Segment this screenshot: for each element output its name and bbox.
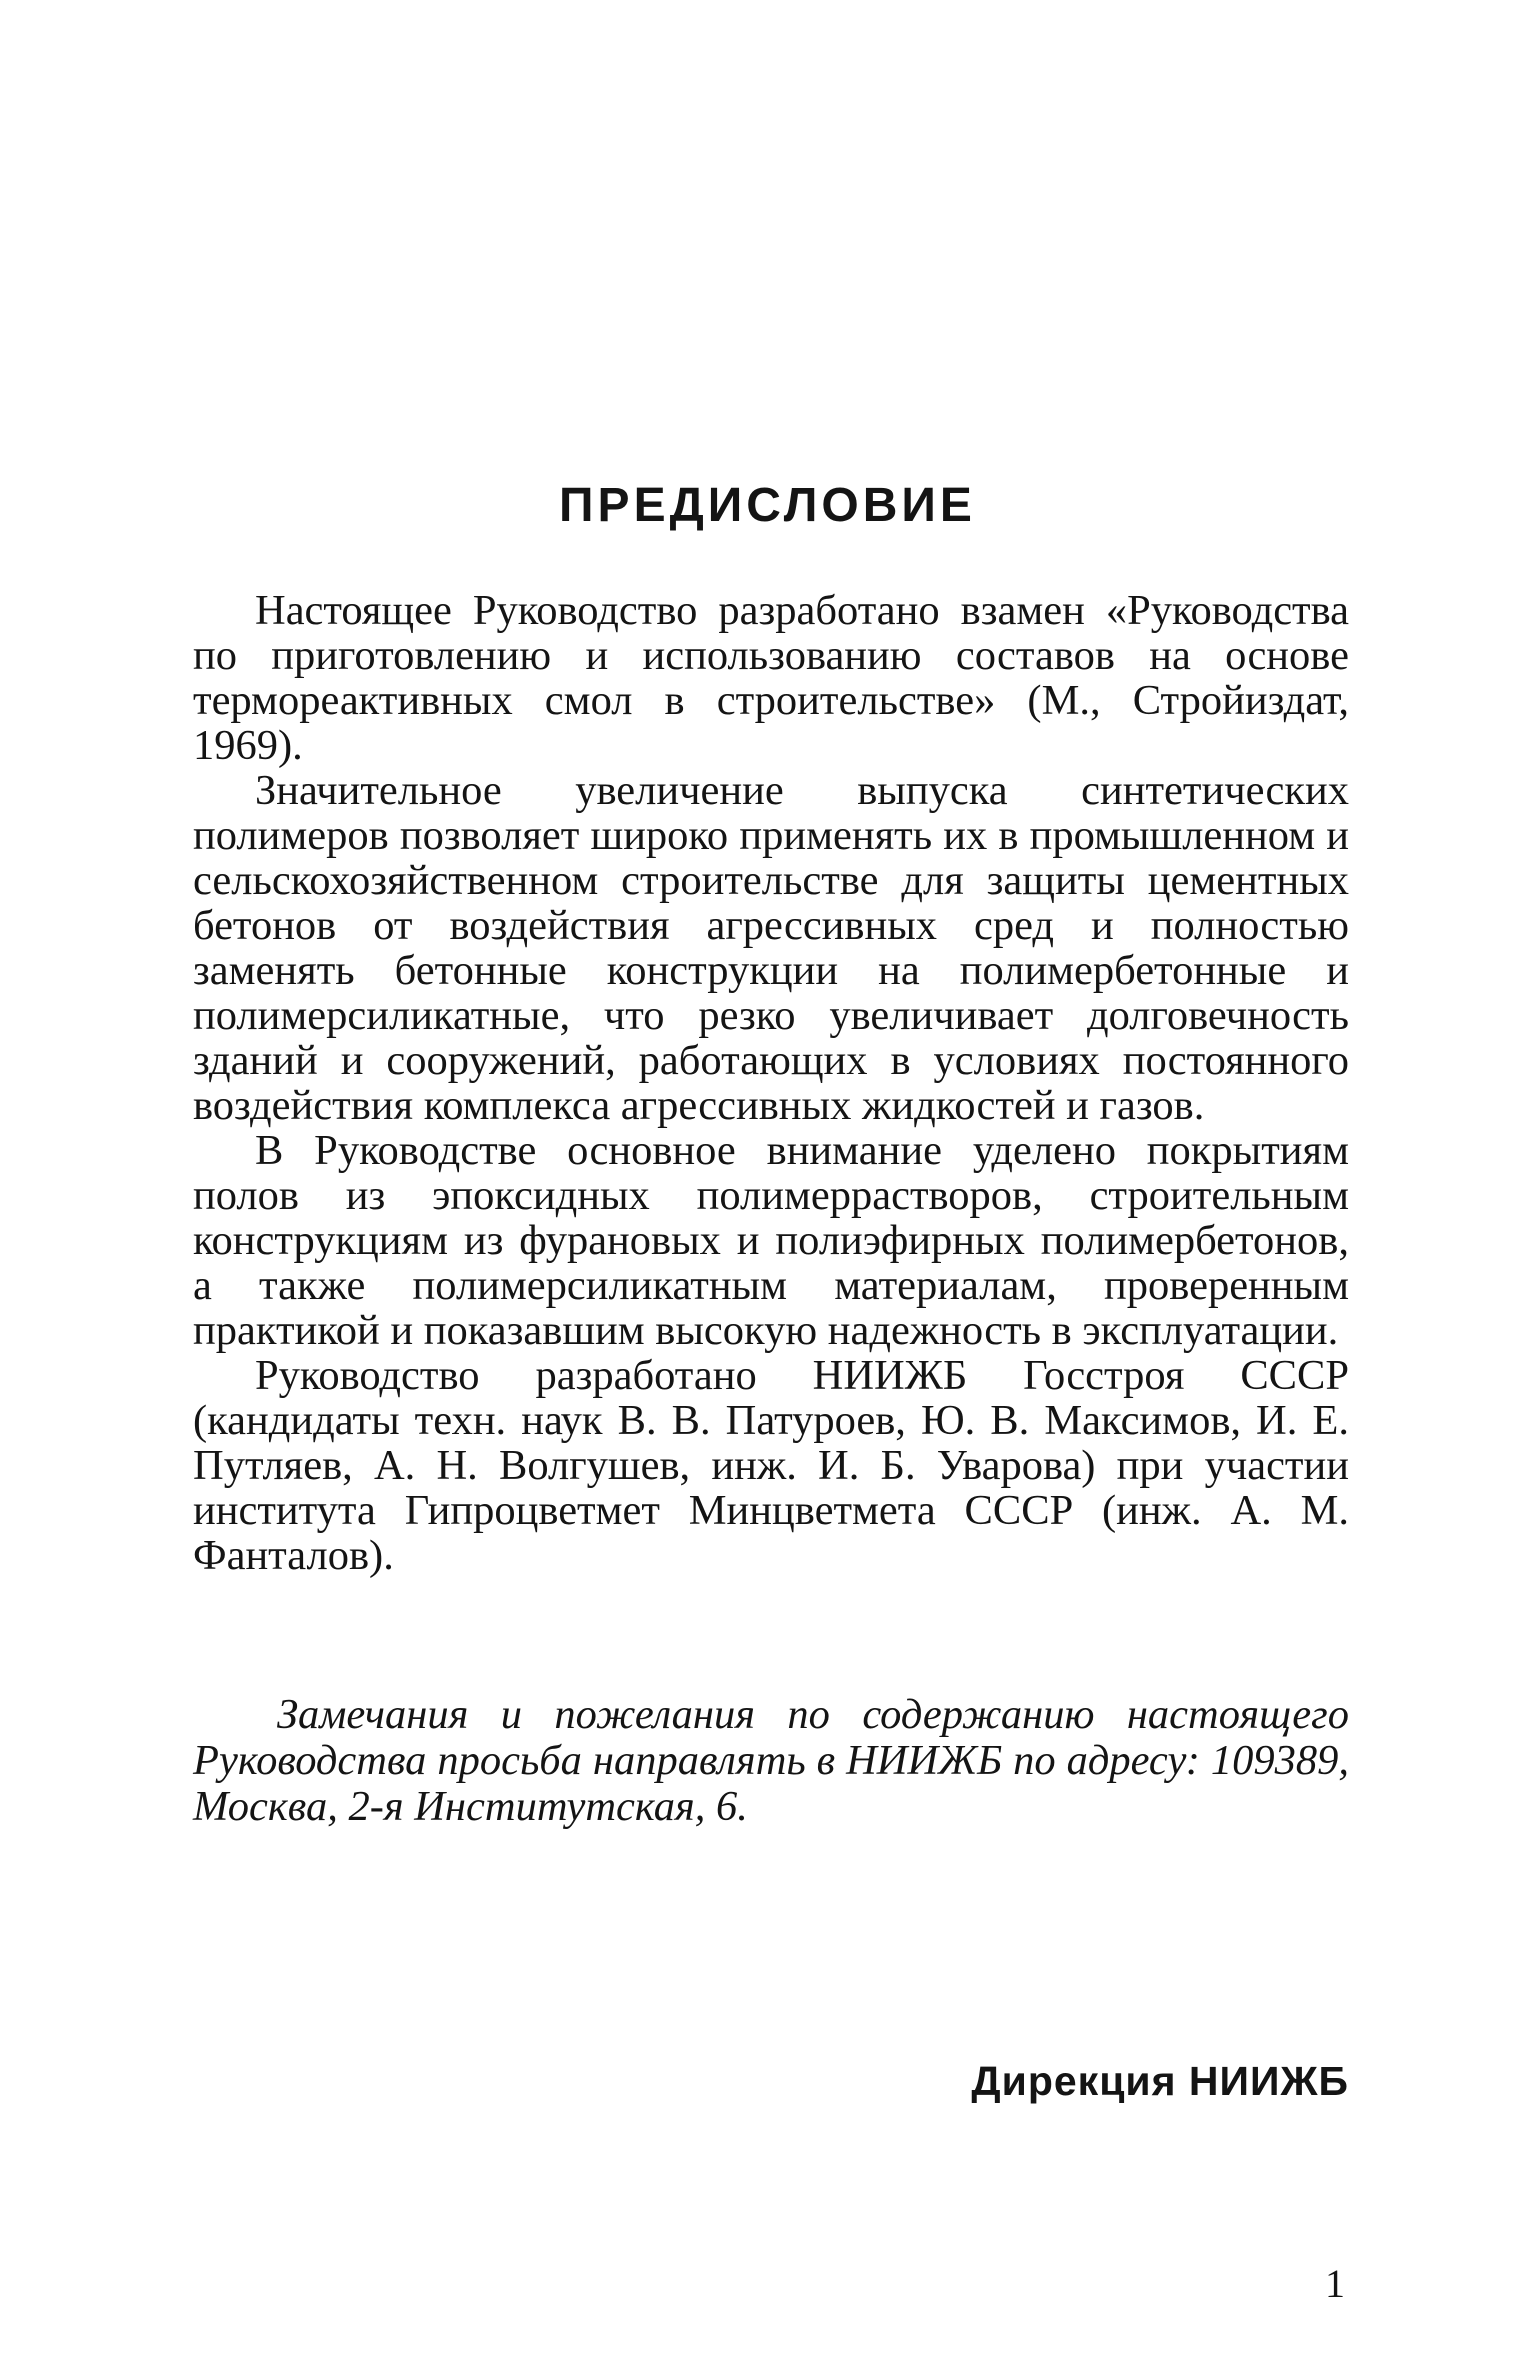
page-number: 1 (1325, 2261, 1345, 2306)
preface-body (193, 588, 1349, 1578)
paragraph-3: В Руководстве основное внимание уделено покрытиям полов из эпоксидных полимеррастворов, строительным конструкциям из фурановых и полиэфирных полимербетонов, а также полимерсиликатным материалам, проверенным практикой и показавшим высокую надежность в эксплуатации. (193, 1127, 1349, 1354)
paragraph-2: Значительное увеличение выпуска синтетических полимеров позволяет широко применять их в промышленном и сельскохозяйственном строительстве для защиты цементных бетонов от воздействия агрессивных сред и полностью заменять бетонные конструкции на полимербетонные и полимерсиликатные, что резко увеличивает долговечность зданий и сооружений, работающих в условиях постоянного воздействия комплекса агрессивных жидкостей и газов. (193, 767, 1349, 1129)
feedback-note: Замечания и пожелания по содержанию настоящего Руководства просьба направлять в НИИЖБ по адресу: 109389, Москва, 2-я Институтская, 6. (193, 1691, 1349, 1830)
paragraph-1: Настоящее Руководство разработано взамен «Руководства по приготовлению и использованию составов на основе термореактивных смол в строительстве» (М., Стройиздат, 1969). (193, 587, 1349, 769)
signature: Дирекция НИИЖБ (971, 2058, 1349, 2104)
paragraph-4: Руководство разработано НИИЖБ Госстроя СССР (кандидаты техн. наук В. В. Патуроев, Ю. В. Максимов, И. Е. Путляев, А. Н. Волгушев, инж. И. Б. Уварова) при участии института Гипроцветмет Минцветмета СССР (инж. А. М. Фанталов). (193, 1352, 1349, 1579)
page-title: ПРЕДИСЛОВИЕ (559, 479, 976, 532)
